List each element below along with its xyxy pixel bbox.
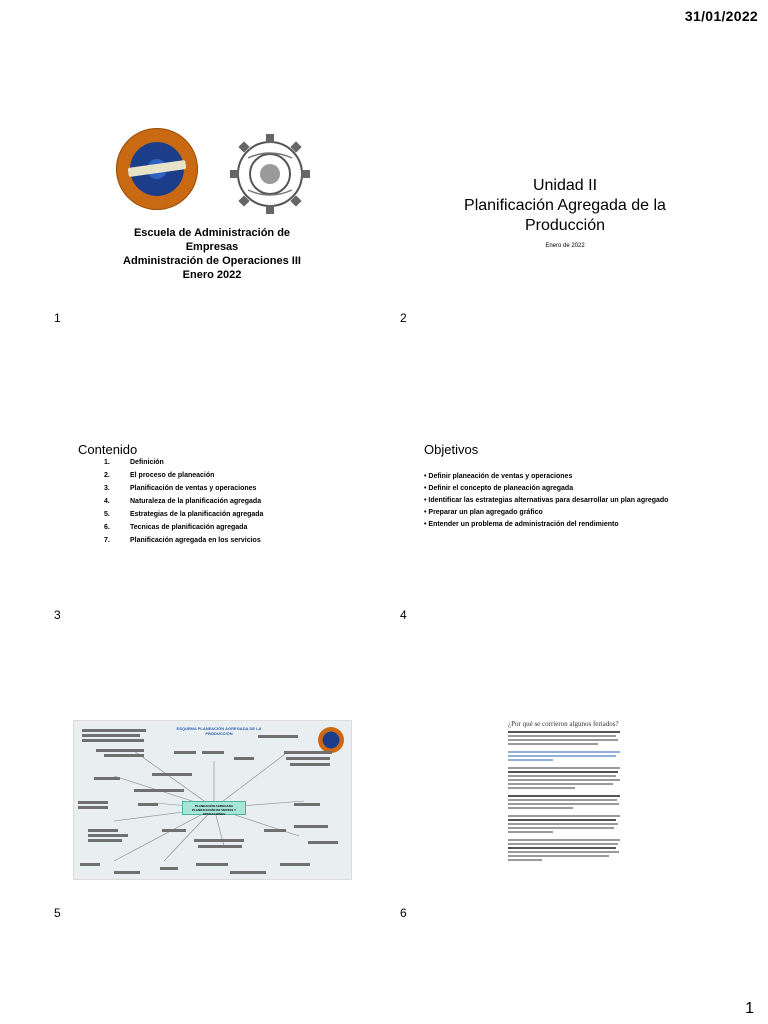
slide-number: 4 bbox=[400, 608, 407, 622]
article-paragraph bbox=[508, 815, 620, 833]
list-item: 2. El proceso de planeación bbox=[104, 472, 215, 479]
school-seal-icon bbox=[116, 128, 198, 210]
slide-number: 3 bbox=[54, 608, 61, 622]
slide-number: 1 bbox=[54, 311, 61, 325]
header-date: 31/01/2022 bbox=[684, 8, 758, 24]
slide-3-heading: Contenido bbox=[78, 442, 138, 457]
list-item: 6. Tecnicas de planificación agregada bbox=[104, 524, 248, 531]
article-paragraph bbox=[508, 731, 620, 745]
center-node: PLANEACIÓN AGREGADA PLANIFICACIÓN DE VENTAS Y OPERACIONES bbox=[182, 801, 246, 815]
article-paragraph bbox=[508, 839, 620, 861]
list-item: 5. Estrategias de la planificación agregada bbox=[104, 511, 264, 518]
gear-seal-icon bbox=[218, 128, 318, 218]
slide-number: 2 bbox=[400, 311, 407, 325]
article-paragraph bbox=[508, 795, 620, 809]
slide-number: 5 bbox=[54, 906, 61, 920]
slide-2-subtitle: Enero de 2022 bbox=[545, 243, 585, 249]
page-number: 1 bbox=[745, 1000, 754, 1017]
contents-list bbox=[104, 456, 263, 547]
list-item: • Identificar las estrategias alternativas para desarrollar un plan agregado bbox=[424, 497, 669, 504]
mind-map-diagram bbox=[73, 720, 352, 880]
list-item: 3. Planificación de ventas y operaciones bbox=[104, 485, 257, 492]
slide-number: 6 bbox=[400, 906, 407, 920]
list-item: • Definir planeación de ventas y operaciones bbox=[424, 473, 573, 480]
article-paragraph bbox=[508, 767, 620, 789]
mind-map-connectors bbox=[74, 721, 351, 879]
list-item: • Preparar un plan agregado gráfico bbox=[424, 509, 543, 516]
list-item: • Entender un problema de administración del rendimiento bbox=[424, 521, 619, 528]
list-item: • Definir el concepto de planeación agregada bbox=[424, 485, 574, 492]
objectives-list bbox=[424, 472, 674, 532]
article-link-paragraph bbox=[508, 751, 620, 761]
slide-4-heading: Objetivos bbox=[424, 442, 479, 457]
slide-2-title: Unidad II Planificación Agregada de la Producción bbox=[464, 177, 666, 234]
list-item: 4. Naturaleza de la planificación agregada bbox=[104, 498, 262, 505]
slide-1-title: Escuela de Administración de Empresas Administración de Operaciones III Enero 2022 bbox=[123, 227, 301, 281]
list-item: 7. Planificación agregada en los servicios bbox=[104, 537, 261, 544]
diagram-title: ESQUEMA PLANEACIÓN AGREGADA DE LA PRODUCCIÓN bbox=[176, 726, 262, 736]
list-item: 1. Definición bbox=[104, 459, 164, 466]
article-column bbox=[508, 720, 620, 867]
article-heading: ¿Por qué se corrieron algunos feriados? bbox=[508, 720, 619, 728]
